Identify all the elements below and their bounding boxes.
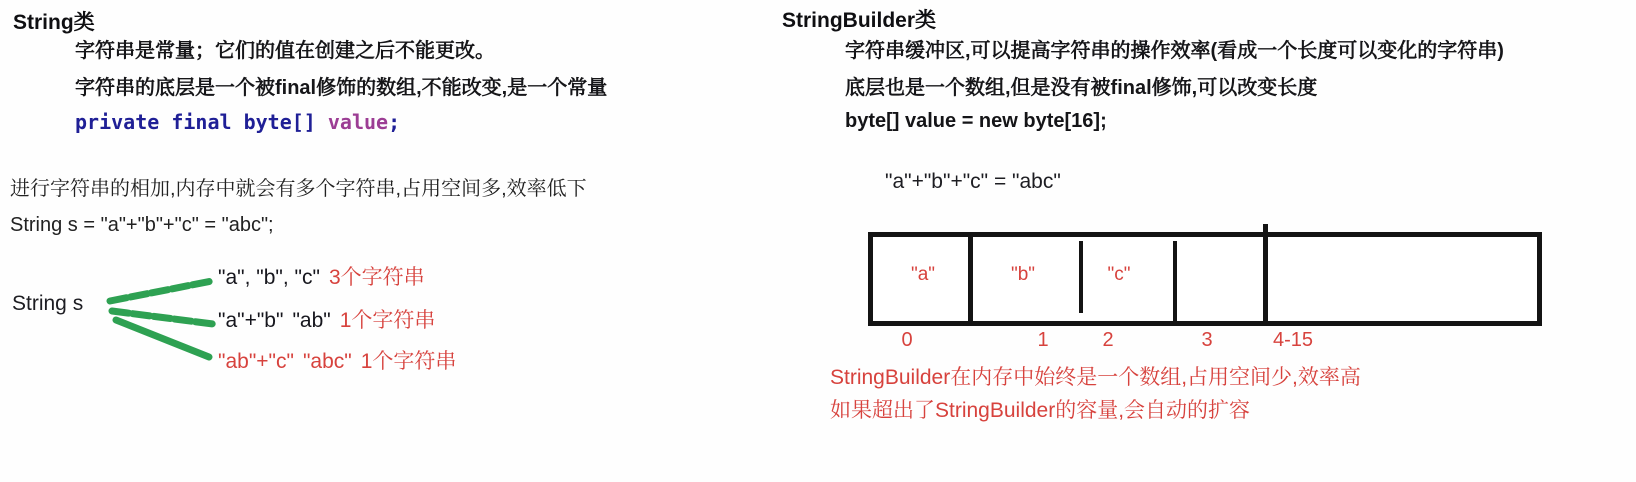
string-concat-paragraph: 进行字符串的相加,内存中就会有多个字符串,占用空间多,效率低下: [10, 178, 587, 200]
array-cell-c: "c": [1107, 264, 1131, 285]
code-keywords: private final byte[]: [75, 110, 328, 134]
stringbuilder-class-title: StringBuilder类: [782, 9, 937, 32]
fan-branch-ab: [218, 304, 435, 334]
stringbuilder-source-code: byte[] value = new byte[16];: [845, 110, 1107, 132]
fan-branch-three-strings: [218, 261, 425, 291]
array-divider-2: [1079, 241, 1083, 313]
array-index-2: 2: [1102, 329, 1114, 351]
array-index-4-15: 4-15: [1272, 329, 1314, 351]
branch-result: "ab": [292, 309, 331, 332]
stringbuilder-footnote-efficiency: StringBuilder在内存中始终是一个数组,占用空间少,效率高: [830, 366, 1361, 389]
array-index-row: [868, 329, 1542, 353]
branch-expr: "ab"+"c": [218, 350, 294, 373]
string-concat-statement: String s = "a"+"b"+"c" = "abc";: [10, 214, 274, 236]
fan-source-label: String s: [12, 292, 84, 315]
stringbuilder-note-buffer: 字符串缓冲区,可以提高字符串的操作效率(看成一个长度可以变化的字符串): [845, 40, 1504, 62]
code-semicolon: ;: [388, 110, 401, 134]
string-class-title: String类: [13, 11, 95, 34]
array-divider-4: [1263, 224, 1268, 321]
string-source-code: [75, 110, 400, 134]
array-diagram: [868, 232, 1542, 326]
stringbuilder-footnote-expand: 如果超出了StringBuilder的容量,会自动的扩容: [830, 399, 1251, 422]
stringbuilder-note-array: 底层也是一个数组,但是没有被final修饰,可以改变长度: [845, 77, 1318, 99]
array-index-3: 3: [1201, 329, 1213, 351]
stringbuilder-concat-expression: "a"+"b"+"c" = "abc": [885, 170, 1061, 193]
array-divider-3: [1173, 241, 1177, 321]
branch-note: 1个字符串: [339, 309, 436, 332]
branch-expr: "a", "b", "c": [218, 266, 320, 289]
array-cell-b: "b": [1010, 264, 1036, 285]
branch-result: "abc": [302, 350, 352, 373]
code-variable: value: [327, 110, 389, 134]
branch-expr: "a"+"b": [218, 309, 284, 332]
fan-arrow-bottom: [116, 320, 209, 357]
branch-note: 3个字符串: [328, 266, 425, 289]
array-cell-a: "a": [910, 264, 936, 285]
string-note-immutable: 字符串是常量；它们的值在创建之后不能更改。: [75, 40, 495, 62]
fan-branch-abc: [218, 345, 456, 375]
branch-note: 1个字符串: [360, 350, 457, 373]
array-divider-1: [968, 237, 973, 321]
fan-arrow-top: [110, 281, 212, 301]
string-note-final-array: 字符串的底层是一个被final修饰的数组,不能改变,是一个常量: [75, 77, 608, 99]
array-index-0: 0: [901, 329, 913, 351]
fan-arrow-middle: [112, 311, 213, 324]
array-index-1: 1: [1037, 329, 1049, 351]
